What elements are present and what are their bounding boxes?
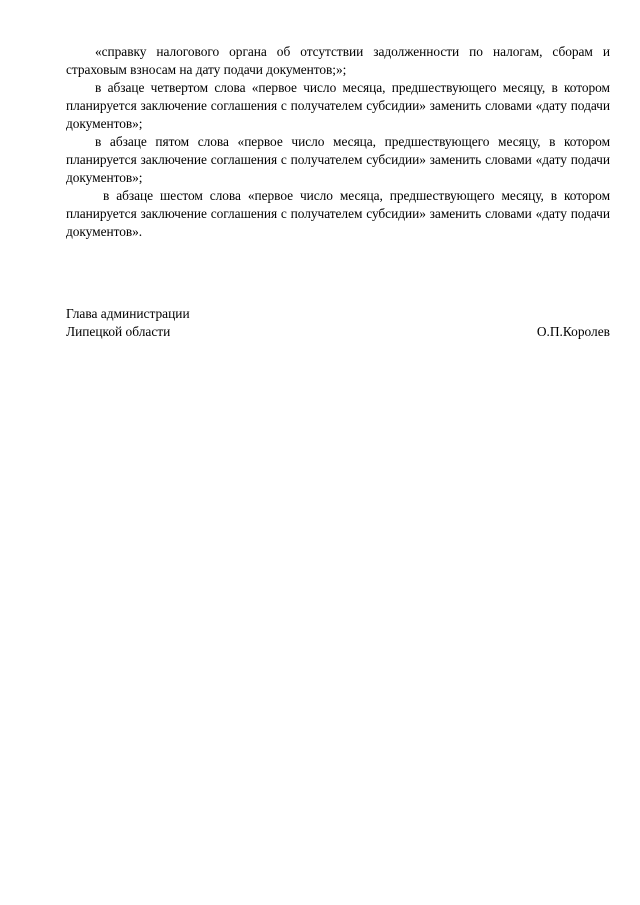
signatory-title-line2: Липецкой области xyxy=(66,324,171,339)
signature-block xyxy=(66,305,610,341)
signature-line xyxy=(66,323,610,341)
document-body xyxy=(66,43,610,241)
paragraph-2: в абзаце четвертом слова «первое число месяца, предшествующего месяцу, в котором планируется заключение соглашения с получателем субсидии» заменить словами «дату подачи документов»; xyxy=(66,80,610,131)
paragraph-3: в абзаце пятом слова «первое число месяца, предшествующего месяцу, в котором планируется заключение соглашения с получателем субсидии» заменить словами «дату подачи документов»; xyxy=(66,134,610,185)
signatory-name: О.П.Королев xyxy=(536,324,610,339)
signatory-title-line1: Глава администрации xyxy=(66,306,190,321)
paragraph-1: «справку налогового органа об отсутствии задолженности по налогам, сборам и страховым взносам на дату подачи документов;»; xyxy=(66,44,610,77)
paragraph-4: в абзаце шестом слова «первое число месяца, предшествующего месяцу, в котором планируется заключение соглашения с получателем субсидии» заменить словами «дату подачи документов». xyxy=(66,188,610,239)
